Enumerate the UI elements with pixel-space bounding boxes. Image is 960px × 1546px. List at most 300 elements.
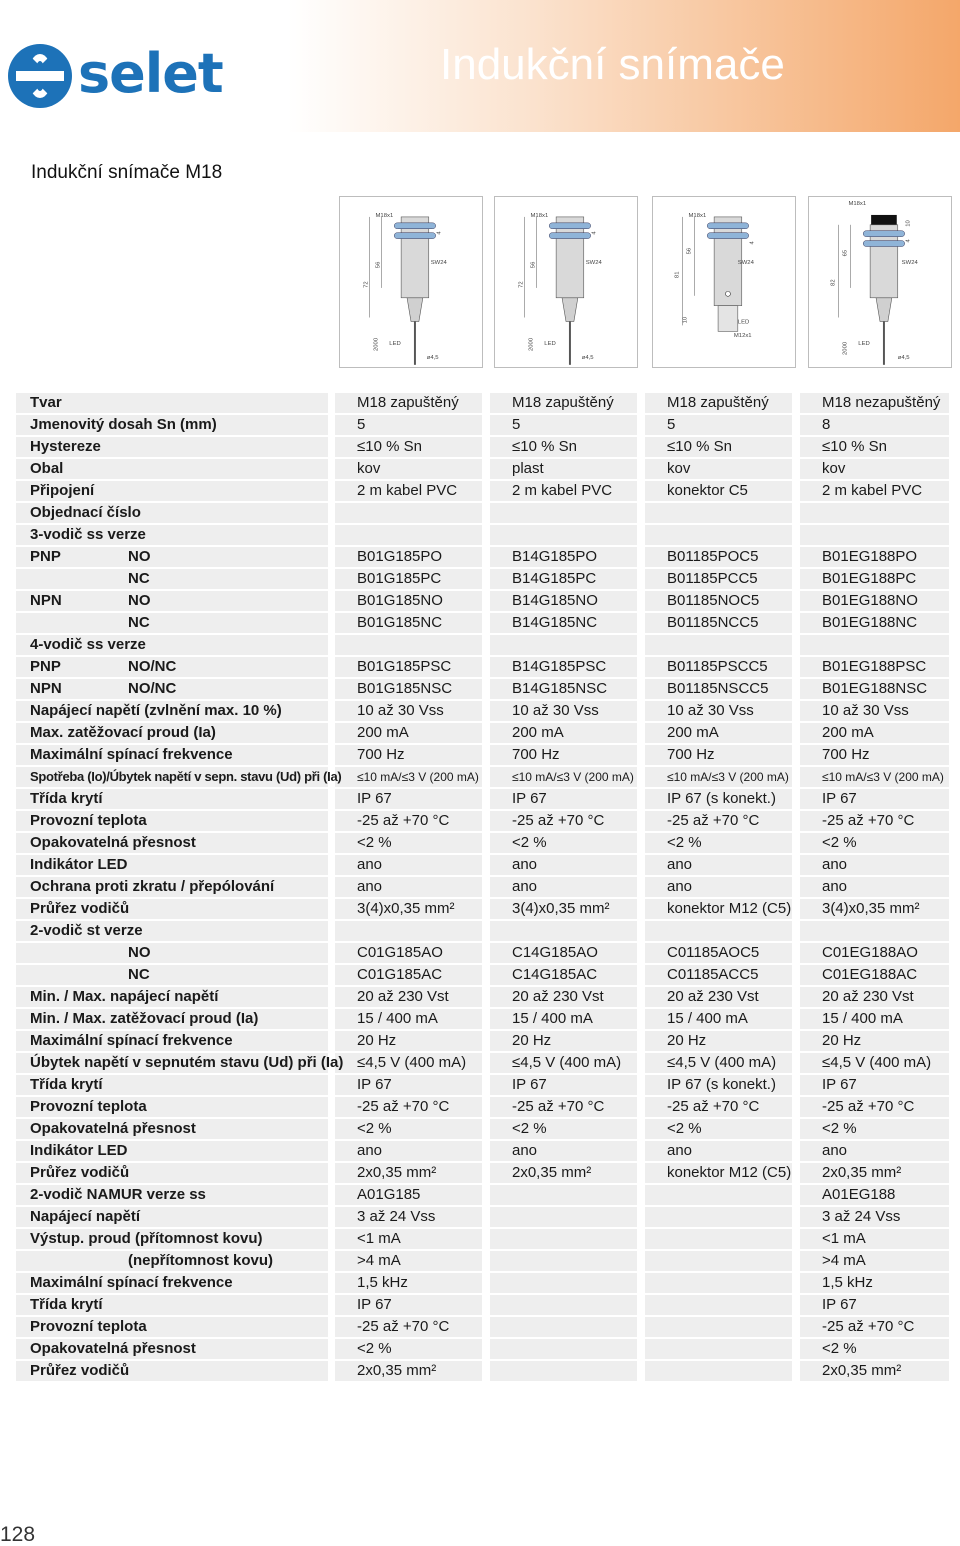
table-row bbox=[16, 613, 956, 633]
table-row bbox=[16, 1031, 956, 1051]
value-cell: 2 m kabel PVC bbox=[335, 481, 482, 501]
value-cell: ano bbox=[800, 855, 949, 875]
dimension-label: SW24 bbox=[737, 260, 754, 267]
table-row bbox=[16, 1361, 956, 1381]
table-row bbox=[16, 1119, 956, 1139]
value-cell bbox=[490, 635, 637, 655]
value-cell: B01185NCC5 bbox=[645, 613, 792, 633]
dimension-label: 82 bbox=[830, 279, 837, 286]
table-row bbox=[16, 1317, 956, 1337]
row-label-text: 4-vodič ss verze bbox=[30, 636, 146, 653]
value-cell bbox=[645, 1295, 792, 1315]
table-row bbox=[16, 591, 956, 611]
value-cell bbox=[645, 1361, 792, 1381]
value-cell: ano bbox=[645, 877, 792, 897]
value-cell bbox=[645, 525, 792, 545]
table-row bbox=[16, 1273, 956, 1293]
row-label bbox=[16, 899, 328, 919]
value-cell: 3(4)x0,35 mm² bbox=[490, 899, 637, 919]
row-sublabel: NO/NC bbox=[128, 658, 177, 675]
row-label-text: Min. / Max. napájecí napětí bbox=[30, 988, 219, 1005]
table-row bbox=[16, 723, 956, 743]
value-cell: -25 až +70 °C bbox=[335, 1097, 482, 1117]
value-cell: IP 67 bbox=[335, 1295, 482, 1315]
row-label bbox=[16, 547, 328, 567]
value-cell bbox=[645, 1273, 792, 1293]
value-cell: ≤10 % Sn bbox=[490, 437, 637, 457]
value-cell: 20 až 230 Vst bbox=[335, 987, 482, 1007]
value-cell: ano bbox=[335, 877, 482, 897]
value-cell: IP 67 (s konekt.) bbox=[645, 789, 792, 809]
row-label bbox=[16, 1053, 344, 1073]
value-cell bbox=[645, 1317, 792, 1337]
row-label bbox=[16, 437, 328, 457]
row-label-text: Maximální spínací frekvence bbox=[30, 746, 233, 763]
row-label-text: Třída krytí bbox=[30, 1296, 103, 1313]
value-cell: -25 až +70 °C bbox=[490, 811, 637, 831]
value-cell: 10 až 30 Vss bbox=[490, 701, 637, 721]
value-cell: 3(4)x0,35 mm² bbox=[335, 899, 482, 919]
value-cell: B01G185PC bbox=[335, 569, 482, 589]
value-cell: M18 zapuštěný bbox=[335, 393, 482, 413]
dimension-label: LED bbox=[389, 341, 401, 348]
value-cell: IP 67 (s konekt.) bbox=[645, 1075, 792, 1095]
dimension-label: SW24 bbox=[901, 260, 918, 267]
table-row bbox=[16, 415, 956, 435]
row-label bbox=[16, 1031, 328, 1051]
dimension-label: LED bbox=[544, 341, 556, 348]
table-row bbox=[16, 1141, 956, 1161]
table-row bbox=[16, 547, 956, 567]
value-cell: 5 bbox=[490, 415, 637, 435]
value-cell: B01EG188NC bbox=[800, 613, 949, 633]
table-row bbox=[16, 1075, 956, 1095]
row-label bbox=[16, 877, 328, 897]
value-cell: kov bbox=[335, 459, 482, 479]
sensor-drawing bbox=[494, 196, 638, 368]
table-row bbox=[16, 1229, 956, 1249]
row-label-text: Výstup. proud (přítomnost kovu) bbox=[30, 1230, 263, 1247]
dimension-label: 2000 bbox=[842, 341, 849, 355]
table-row bbox=[16, 767, 956, 787]
value-cell: B14G185NC bbox=[490, 613, 637, 633]
sensor-drawing bbox=[808, 196, 952, 368]
value-cell: B01EG188NSC bbox=[800, 679, 949, 699]
value-cell: ≤4,5 V (400 mA) bbox=[490, 1053, 637, 1073]
value-cell: IP 67 bbox=[800, 1075, 949, 1095]
table-row bbox=[16, 877, 956, 897]
row-label-text: Průřez vodičů bbox=[30, 900, 130, 917]
row-label-text: PNP bbox=[30, 658, 61, 675]
value-cell: B01185POC5 bbox=[645, 547, 792, 567]
table-row bbox=[16, 481, 956, 501]
sensor-nut bbox=[863, 241, 904, 247]
value-cell bbox=[645, 503, 792, 523]
table-row bbox=[16, 437, 956, 457]
sensor-body bbox=[401, 217, 429, 298]
value-cell: ano bbox=[645, 1141, 792, 1161]
value-cell: 15 / 400 mA bbox=[335, 1009, 482, 1029]
value-cell bbox=[490, 1317, 637, 1337]
row-label-text: Provozní teplota bbox=[30, 812, 147, 829]
row-label-text: Průřez vodičů bbox=[30, 1362, 130, 1379]
row-label bbox=[16, 723, 328, 743]
value-cell: 700 Hz bbox=[800, 745, 949, 765]
dimension-label: 56 bbox=[686, 247, 693, 255]
value-cell: IP 67 bbox=[800, 789, 949, 809]
table-row bbox=[16, 1097, 956, 1117]
value-cell: <2 % bbox=[800, 1119, 949, 1139]
row-label bbox=[16, 1273, 328, 1293]
value-cell: 3(4)x0,35 mm² bbox=[800, 899, 949, 919]
value-cell bbox=[800, 921, 949, 941]
value-cell: <2 % bbox=[490, 1119, 637, 1139]
value-cell bbox=[490, 1295, 637, 1315]
thread-label: M18x1 bbox=[530, 212, 549, 219]
row-label bbox=[16, 1141, 328, 1161]
value-cell: ≤4,5 V (400 mA) bbox=[800, 1053, 949, 1073]
row-label bbox=[16, 855, 328, 875]
row-label-text: PNP bbox=[30, 548, 61, 565]
row-label bbox=[16, 1185, 328, 1205]
value-cell: ≤10 % Sn bbox=[800, 437, 949, 457]
row-label-text: Maximální spínací frekvence bbox=[30, 1274, 233, 1291]
value-cell: B01185NOC5 bbox=[645, 591, 792, 611]
value-cell bbox=[335, 921, 482, 941]
value-cell: -25 až +70 °C bbox=[490, 1097, 637, 1117]
value-cell: B14G185PO bbox=[490, 547, 637, 567]
value-cell: ano bbox=[490, 855, 637, 875]
value-cell: -25 až +70 °C bbox=[800, 1097, 949, 1117]
row-label bbox=[16, 459, 328, 479]
value-cell: C14G185AC bbox=[490, 965, 637, 985]
value-cell: B01185PCC5 bbox=[645, 569, 792, 589]
table-row bbox=[16, 965, 956, 985]
page-number: 128 bbox=[0, 1523, 36, 1546]
value-cell: 10 až 30 Vss bbox=[335, 701, 482, 721]
value-cell: -25 až +70 °C bbox=[645, 1097, 792, 1117]
row-label bbox=[16, 833, 328, 853]
value-cell: 20 Hz bbox=[490, 1031, 637, 1051]
dimension-label: 72 bbox=[363, 281, 370, 288]
dimension-label: ø4,5 bbox=[426, 354, 439, 361]
row-label-text: Průřez vodičů bbox=[30, 1164, 130, 1181]
table-row bbox=[16, 657, 956, 677]
dimension-label: ø4,5 bbox=[897, 354, 910, 361]
cable-gland bbox=[407, 298, 423, 322]
value-cell: A01EG188 bbox=[800, 1185, 949, 1205]
value-cell: B01185PSCC5 bbox=[645, 657, 792, 677]
value-cell bbox=[490, 1361, 637, 1381]
dimension-label: 10 bbox=[682, 316, 689, 324]
value-cell: ano bbox=[490, 1141, 637, 1161]
value-cell: ano bbox=[800, 1141, 949, 1161]
row-label bbox=[16, 415, 328, 435]
table-row bbox=[16, 701, 956, 721]
dimension-label: 4 bbox=[591, 231, 598, 235]
row-label-text: Maximální spínací frekvence bbox=[30, 1032, 233, 1049]
value-cell: 20 až 230 Vst bbox=[800, 987, 949, 1007]
row-label bbox=[16, 481, 328, 501]
value-cell: 2 m kabel PVC bbox=[490, 481, 637, 501]
dimension-label: 56 bbox=[375, 261, 382, 269]
row-label bbox=[16, 1361, 328, 1381]
row-label bbox=[16, 1163, 328, 1183]
value-cell: B01G185PO bbox=[335, 547, 482, 567]
value-cell: -25 až +70 °C bbox=[335, 811, 482, 831]
row-label-text: NPN bbox=[30, 680, 62, 697]
spec-table bbox=[16, 393, 956, 1383]
row-label bbox=[16, 393, 328, 413]
value-cell: B14G185PSC bbox=[490, 657, 637, 677]
table-row bbox=[16, 1053, 956, 1073]
row-label bbox=[16, 1009, 328, 1029]
section-title: Indukční snímače M18 bbox=[31, 162, 223, 183]
row-sublabel: NC bbox=[128, 570, 150, 587]
row-label-text: Tvar bbox=[30, 394, 62, 411]
value-cell: 200 mA bbox=[800, 723, 949, 743]
row-label bbox=[16, 1075, 328, 1095]
value-cell: 5 bbox=[335, 415, 482, 435]
value-cell: B01G185NSC bbox=[335, 679, 482, 699]
row-label bbox=[16, 1339, 328, 1359]
value-cell: <2 % bbox=[800, 1339, 949, 1359]
row-sublabel: NO bbox=[128, 548, 151, 565]
value-cell: IP 67 bbox=[335, 789, 482, 809]
table-row bbox=[16, 393, 956, 413]
value-cell: 20 až 230 Vst bbox=[490, 987, 637, 1007]
value-cell: B01EG188PO bbox=[800, 547, 949, 567]
value-cell bbox=[490, 1339, 637, 1359]
value-cell: <1 mA bbox=[800, 1229, 949, 1249]
value-cell bbox=[800, 635, 949, 655]
row-sublabel: NC bbox=[128, 966, 150, 983]
sensor-nut bbox=[707, 223, 748, 229]
dimension-label: 65 bbox=[842, 249, 849, 257]
value-cell: B14G185NSC bbox=[490, 679, 637, 699]
table-row bbox=[16, 855, 956, 875]
value-cell: C01EG188AC bbox=[800, 965, 949, 985]
value-cell: -25 až +70 °C bbox=[800, 811, 949, 831]
value-cell: <2 % bbox=[335, 1119, 482, 1139]
table-row bbox=[16, 1163, 956, 1183]
sensor-nut bbox=[394, 223, 435, 229]
row-sublabel: NO bbox=[128, 592, 151, 609]
value-cell: ano bbox=[490, 877, 637, 897]
row-label-text: Opakovatelná přesnost bbox=[30, 1120, 196, 1137]
value-cell: ≤4,5 V (400 mA) bbox=[645, 1053, 792, 1073]
row-label bbox=[16, 965, 328, 985]
value-cell: 20 Hz bbox=[800, 1031, 949, 1051]
row-label bbox=[16, 1097, 328, 1117]
page-header-title: Indukční snímače bbox=[440, 40, 785, 89]
table-row bbox=[16, 987, 956, 1007]
row-label bbox=[16, 767, 342, 787]
sensor-nut bbox=[394, 233, 435, 239]
row-sublabel: NO/NC bbox=[128, 680, 177, 697]
value-cell: C01185ACC5 bbox=[645, 965, 792, 985]
value-cell bbox=[645, 921, 792, 941]
row-label bbox=[16, 701, 328, 721]
row-label bbox=[16, 591, 328, 611]
value-cell: IP 67 bbox=[335, 1075, 482, 1095]
table-row bbox=[16, 635, 956, 655]
value-cell: >4 mA bbox=[800, 1251, 949, 1271]
value-cell bbox=[490, 525, 637, 545]
row-label-text: Min. / Max. zatěžovací proud (Ia) bbox=[30, 1010, 259, 1027]
sensor-nut bbox=[707, 233, 748, 239]
value-cell: <2 % bbox=[335, 833, 482, 853]
value-cell: 8 bbox=[800, 415, 949, 435]
connector bbox=[718, 306, 738, 332]
table-row bbox=[16, 833, 956, 853]
value-cell bbox=[490, 1251, 637, 1271]
value-cell: ≤10 mA/≤3 V (200 mA) bbox=[490, 767, 637, 787]
value-cell: 5 bbox=[645, 415, 792, 435]
row-label bbox=[16, 1317, 328, 1337]
table-row bbox=[16, 1185, 956, 1205]
value-cell: kov bbox=[800, 459, 949, 479]
row-label-text: Max. zatěžovací proud (Ia) bbox=[30, 724, 216, 741]
value-cell: B01EG188PSC bbox=[800, 657, 949, 677]
row-label bbox=[16, 921, 328, 941]
sensor-body bbox=[556, 217, 584, 298]
value-cell: 15 / 400 mA bbox=[645, 1009, 792, 1029]
value-cell: M18 zapuštěný bbox=[645, 393, 792, 413]
row-label-text: Třída krytí bbox=[30, 1076, 103, 1093]
thread-label: M18x1 bbox=[375, 212, 394, 219]
row-label-text: Třída krytí bbox=[30, 790, 103, 807]
value-cell: B01185NSCC5 bbox=[645, 679, 792, 699]
value-cell bbox=[645, 1229, 792, 1249]
value-cell: C01EG188AO bbox=[800, 943, 949, 963]
row-sublabel: NC bbox=[128, 614, 150, 631]
row-label bbox=[16, 613, 328, 633]
value-cell: B01G185NO bbox=[335, 591, 482, 611]
value-cell: 2x0,35 mm² bbox=[335, 1361, 482, 1381]
table-row bbox=[16, 745, 956, 765]
value-cell: 2x0,35 mm² bbox=[800, 1361, 949, 1381]
value-cell: 3 až 24 Vss bbox=[335, 1207, 482, 1227]
value-cell: -25 až +70 °C bbox=[335, 1317, 482, 1337]
row-label-text: 2-vodič st verze bbox=[30, 922, 143, 939]
row-label bbox=[16, 1229, 328, 1249]
value-cell bbox=[800, 503, 949, 523]
row-label-text: Opakovatelná přesnost bbox=[30, 1340, 196, 1357]
value-cell: 20 Hz bbox=[645, 1031, 792, 1051]
value-cell: C01185AOC5 bbox=[645, 943, 792, 963]
value-cell: 700 Hz bbox=[490, 745, 637, 765]
dimension-label: LED bbox=[858, 341, 870, 348]
value-cell: ≤10 mA/≤3 V (200 mA) bbox=[645, 767, 792, 787]
row-label-text: Indikátor LED bbox=[30, 856, 128, 873]
value-cell: B01G185PSC bbox=[335, 657, 482, 677]
row-label-text: Jmenovitý dosah Sn (mm) bbox=[30, 416, 217, 433]
table-row bbox=[16, 1207, 956, 1227]
table-row bbox=[16, 921, 956, 941]
row-label bbox=[16, 745, 328, 765]
value-cell bbox=[335, 635, 482, 655]
value-cell: 200 mA bbox=[645, 723, 792, 743]
value-cell: 20 až 230 Vst bbox=[645, 987, 792, 1007]
cable-gland bbox=[562, 298, 578, 322]
value-cell: kov bbox=[645, 459, 792, 479]
row-label-text: 2-vodič NAMUR verze ss bbox=[30, 1186, 206, 1203]
value-cell: 10 až 30 Vss bbox=[800, 701, 949, 721]
value-cell: 2x0,35 mm² bbox=[490, 1163, 637, 1183]
value-cell: 10 až 30 Vss bbox=[645, 701, 792, 721]
value-cell: <1 mA bbox=[335, 1229, 482, 1249]
value-cell: 1,5 kHz bbox=[335, 1273, 482, 1293]
dimension-label: 4 bbox=[905, 239, 912, 243]
row-label-text: NPN bbox=[30, 592, 62, 609]
value-cell bbox=[335, 525, 482, 545]
row-label bbox=[16, 503, 328, 523]
value-cell: IP 67 bbox=[490, 789, 637, 809]
row-label bbox=[16, 1119, 328, 1139]
value-cell: -25 až +70 °C bbox=[645, 811, 792, 831]
value-cell: B14G185PC bbox=[490, 569, 637, 589]
row-label-text: Indikátor LED bbox=[30, 1142, 128, 1159]
cable-gland bbox=[876, 298, 892, 322]
value-cell: <2 % bbox=[800, 833, 949, 853]
table-row bbox=[16, 789, 956, 809]
value-cell: 700 Hz bbox=[335, 745, 482, 765]
row-label bbox=[16, 1251, 328, 1271]
row-label bbox=[16, 525, 328, 545]
value-cell: -25 až +70 °C bbox=[800, 1317, 949, 1337]
dimension-label: 72 bbox=[518, 281, 525, 288]
value-cell: ≤10 mA/≤3 V (200 mA) bbox=[800, 767, 949, 787]
value-cell: plast bbox=[490, 459, 637, 479]
value-cell: 15 / 400 mA bbox=[490, 1009, 637, 1029]
value-cell bbox=[335, 503, 482, 523]
value-cell bbox=[645, 1251, 792, 1271]
row-label bbox=[16, 789, 328, 809]
table-row bbox=[16, 569, 956, 589]
value-cell: ≤4,5 V (400 mA) bbox=[335, 1053, 482, 1073]
value-cell bbox=[800, 525, 949, 545]
row-label-text: Napájecí napětí bbox=[30, 1208, 141, 1225]
row-sublabel: NO bbox=[128, 944, 151, 961]
led-indicator bbox=[725, 291, 730, 296]
logo-mark-icon bbox=[8, 44, 72, 108]
sensor-nut bbox=[863, 231, 904, 237]
value-cell bbox=[490, 921, 637, 941]
value-cell: B14G185NO bbox=[490, 591, 637, 611]
dimension-label: 56 bbox=[530, 261, 537, 269]
row-label bbox=[16, 657, 328, 677]
value-cell: B01G185NC bbox=[335, 613, 482, 633]
table-row bbox=[16, 1009, 956, 1029]
value-cell: 2 m kabel PVC bbox=[800, 481, 949, 501]
sensor-nut bbox=[549, 233, 590, 239]
row-label bbox=[16, 811, 328, 831]
value-cell bbox=[645, 1339, 792, 1359]
value-cell: A01G185 bbox=[335, 1185, 482, 1205]
row-label-text: Připojení bbox=[30, 482, 95, 499]
value-cell: ano bbox=[335, 855, 482, 875]
value-cell: <2 % bbox=[335, 1339, 482, 1359]
value-cell: IP 67 bbox=[800, 1295, 949, 1315]
dimension-label: LED bbox=[737, 319, 750, 326]
value-cell: <2 % bbox=[490, 833, 637, 853]
dimension-label: 10 bbox=[905, 220, 912, 227]
row-label bbox=[16, 679, 328, 699]
value-cell: IP 67 bbox=[490, 1075, 637, 1095]
row-label bbox=[16, 1295, 328, 1315]
table-row bbox=[16, 459, 956, 479]
